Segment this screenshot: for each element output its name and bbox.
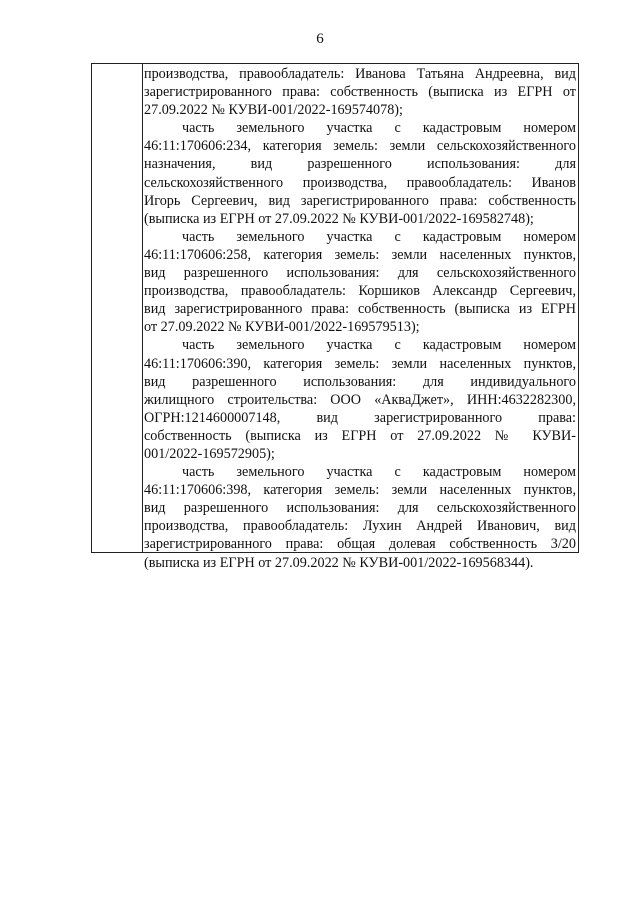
text-line: сельскохозяйственного производства, правообладатель: Иванов [144,174,576,191]
text-line: часть земельного участка с кадастровым номером [182,120,576,137]
text-line: 46:11:170606:234, категория земель: земли сельскохозяйственного [144,138,576,155]
text-line: (выписка из ЕГРН от 27.09.2022 № КУВИ-001/2022-169582748); [144,210,534,227]
text-line: зарегистрированного права: общая долевая собственность 3/20 [144,536,576,553]
text-line: вид разрешенного использования: для индивидуального [144,373,576,390]
document-table [91,63,579,571]
text-line: Игорь Сергеевич, вид зарегистрированного права: собственность [144,192,576,209]
text-line: от 27.09.2022 № КУВИ-001/2022-169579513); [144,319,420,336]
paragraph [144,65,576,119]
page-number: 6 [316,31,324,47]
text-line: зарегистрированного права: собственность (выписка из ЕГРН от [144,84,576,101]
paragraph [144,463,576,572]
text-line: вид разрешенного использования: для сельскохозяйственного [144,500,576,517]
text-line: вид зарегистрированного права: собственность (выписка из ЕГРН [144,301,576,318]
text-line: вид разрешенного использования: для сельскохозяйственного [144,265,576,282]
text-line: производства, правообладатель: Иванова Татьяна Андреевна, вид [144,66,576,82]
text-line: собственность (выписка из ЕГРН от 27.09.2022 № КУВИ- [144,427,576,444]
text-line: 27.09.2022 № КУВИ-001/2022-169574078); [144,102,403,119]
text-line: 46:11:170606:258, категория земель: земли населенных пунктов, [144,246,576,263]
paragraph [144,228,576,337]
text-line: производства, правообладатель: Коршиков Александр Сергеевич, [144,283,576,300]
text-line: часть земельного участка с кадастровым номером [182,464,576,481]
paragraph [144,336,576,463]
text-line: ОГРН:1214600007148, вид зарегистрированного права: [144,409,576,426]
text-cell [144,65,576,572]
column-divider [142,64,143,552]
text-line: 001/2022-169572905); [144,445,275,462]
text-line: часть земельного участка с кадастровым номером [182,228,576,245]
text-line: 46:11:170606:390, категория земель: земли населенных пунктов, [144,355,576,372]
text-line: часть земельного участка с кадастровым номером [182,337,576,354]
text-line: (выписка из ЕГРН от 27.09.2022 № КУВИ-001/2022-169568344). [144,554,534,571]
paragraph [144,119,576,228]
text-line: 46:11:170606:398, категория земель: земли населенных пунктов, [144,482,576,499]
text-line: производства, правообладатель: Лухин Андрей Иванович, вид [144,518,576,535]
text-line: назначения, вид разрешенного использования: для [144,156,576,173]
text-line: жилищного строительства: ООО «АкваДжет», ИНН:4632282300, [144,391,576,408]
